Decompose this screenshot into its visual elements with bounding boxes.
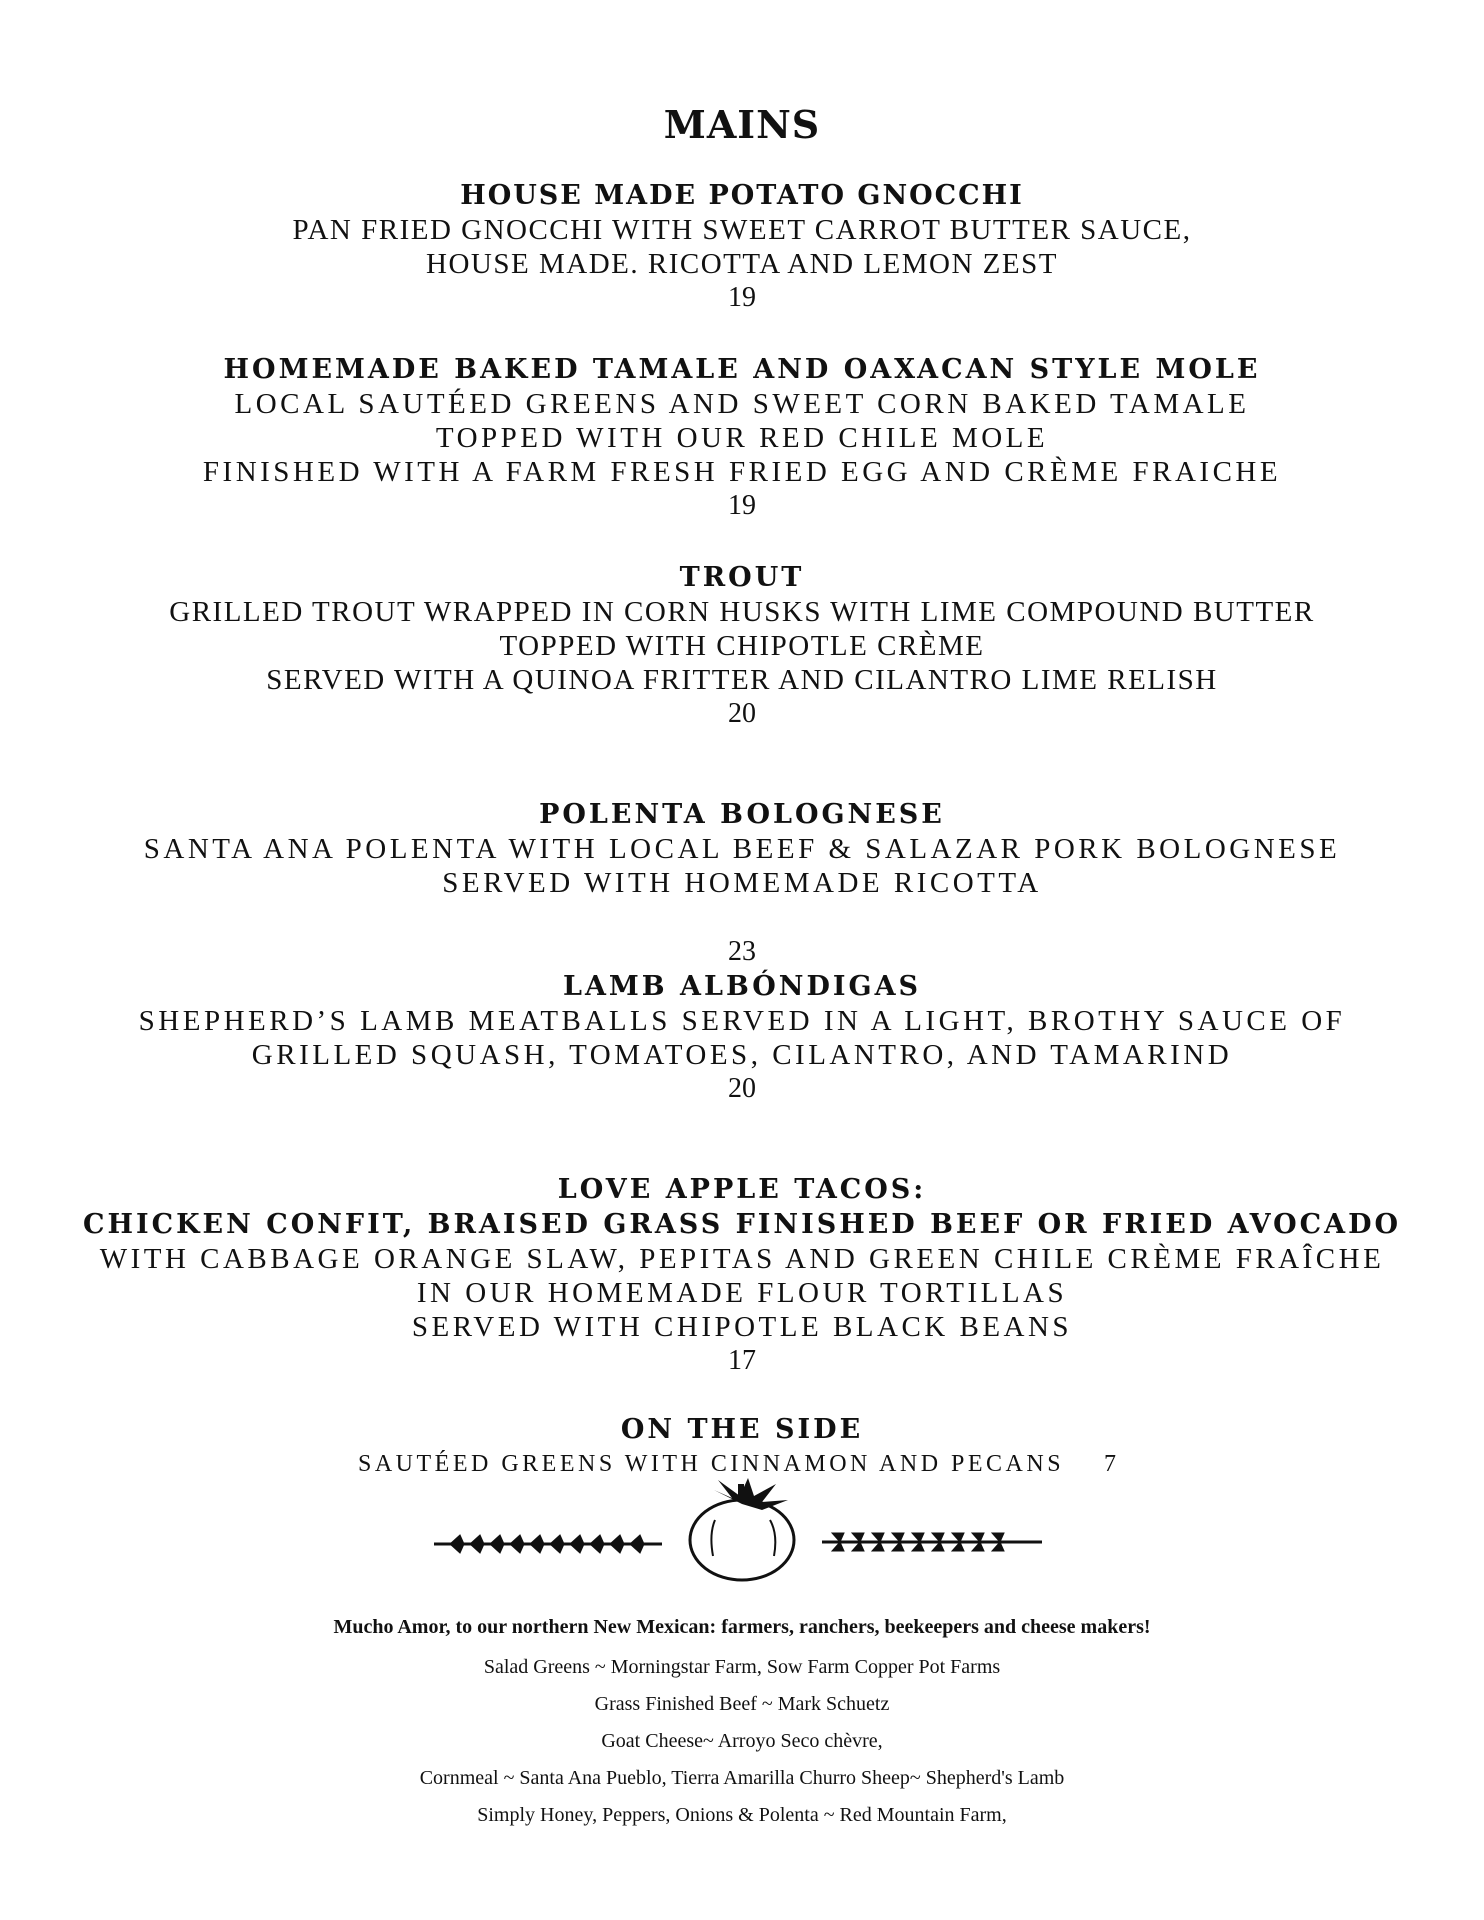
menu-item-polenta — [0, 797, 1484, 900]
tomato-laurel-ornament-icon — [430, 1474, 1050, 1584]
item-price: 19 — [728, 490, 756, 521]
item-price: 17 — [728, 1345, 756, 1376]
menu-item-trout — [0, 560, 1484, 731]
page-title: MAINS — [663, 102, 821, 147]
menu-item-tamale — [0, 352, 1484, 523]
credits-source: Grass Finished Beef ~ Mark Schuetz — [594, 1693, 890, 1715]
credits-thanks: Mucho Amor, to our northern New Mexican: farmers, ranchers, beekeepers and cheese makers! — [333, 1616, 1151, 1638]
item-price: 20 — [728, 698, 756, 729]
item-name: TROUT — [679, 562, 805, 593]
item-name: LOVE APPLE TACOS: — [557, 1174, 927, 1205]
item-desc-line: FINISHED WITH A FARM FRESH FRIED EGG AND CRÈME FRAICHE — [202, 456, 1282, 488]
credits-source: Goat Cheese~ Arroyo Seco chèvre, — [601, 1730, 883, 1752]
credits-section — [0, 1612, 1484, 1834]
item-desc-line: IN OUR HOMEMADE FLOUR TORTILLAS — [416, 1277, 1068, 1309]
side-heading: ON THE SIDE — [620, 1414, 864, 1445]
item-desc-line: TOPPED WITH OUR RED CHILE MOLE — [435, 422, 1049, 454]
item-desc-line: SANTA ANA POLENTA WITH LOCAL BEEF & SALAZAR PORK BOLOGNESE — [143, 833, 1341, 865]
side-item-price: 7 — [1104, 1451, 1116, 1477]
item-desc-line: SERVED WITH A QUINOA FRITTER AND CILANTRO LIME RELISH — [266, 664, 1218, 696]
side-section — [0, 1412, 1484, 1447]
credits-source: Simply Honey, Peppers, Onions & Polenta ~ Red Mountain Farm, — [477, 1804, 1007, 1826]
item-desc-line: PAN FRIED GNOCCHI WITH SWEET CARROT BUTTER SAUCE, — [292, 214, 1192, 246]
item-price: 20 — [728, 1073, 756, 1104]
item-subname: CHICKEN CONFIT, BRAISED GRASS FINISHED BEEF OR FRIED AVOCADO — [82, 1209, 1402, 1240]
item-desc-line: SHEPHERD’S LAMB MEATBALLS SERVED IN A LIGHT, BROTHY SAUCE OF — [138, 1005, 1346, 1037]
menu-item-tacos — [0, 1172, 1484, 1378]
menu-item-lamb — [0, 969, 1484, 1106]
item-name: HOMEMADE BAKED TAMALE AND OAXACAN STYLE MOLE — [223, 354, 1261, 385]
item-price: 19 — [728, 282, 756, 313]
item-desc-line: TOPPED WITH CHIPOTLE CRÈME — [499, 630, 985, 662]
item-desc-line: GRILLED TROUT WRAPPED IN CORN HUSKS WITH LIME COMPOUND BUTTER — [169, 596, 1315, 628]
item-desc-line: LOCAL SAUTÉED GREENS AND SWEET CORN BAKED TAMALE — [234, 388, 1250, 420]
menu-item-gnocchi — [0, 178, 1484, 315]
item-name: POLENTA BOLOGNESE — [539, 799, 945, 830]
item-desc-line: HOUSE MADE. RICOTTA AND LEMON ZEST — [426, 248, 1058, 280]
item-desc-line: GRILLED SQUASH, TOMATOES, CILANTRO, AND TAMARIND — [251, 1039, 1233, 1071]
item-desc-line: WITH CABBAGE ORANGE SLAW, PEPITAS AND GREEN CHILE CRÈME FRAÎCHE — [99, 1243, 1385, 1275]
item-name: HOUSE MADE POTATO GNOCCHI — [460, 180, 1024, 211]
item-price: 23 — [728, 936, 756, 967]
credits-source: Salad Greens ~ Morningstar Farm, Sow Farm Copper Pot Farms — [483, 1656, 1001, 1678]
credits-source: Cornmeal ~ Santa Ana Pueblo, Tierra Amarilla Churro Sheep~ Shepherd's Lamb — [419, 1767, 1065, 1789]
item-desc-line: SERVED WITH CHIPOTLE BLACK BEANS — [411, 1311, 1073, 1343]
side-item-text: SAUTÉED GREENS WITH CINNAMON AND PECANS — [358, 1451, 1065, 1477]
item-name: LAMB ALBÓNDIGAS — [562, 971, 922, 1002]
item-desc-line: SERVED WITH HOMEMADE RICOTTA — [442, 867, 1042, 899]
